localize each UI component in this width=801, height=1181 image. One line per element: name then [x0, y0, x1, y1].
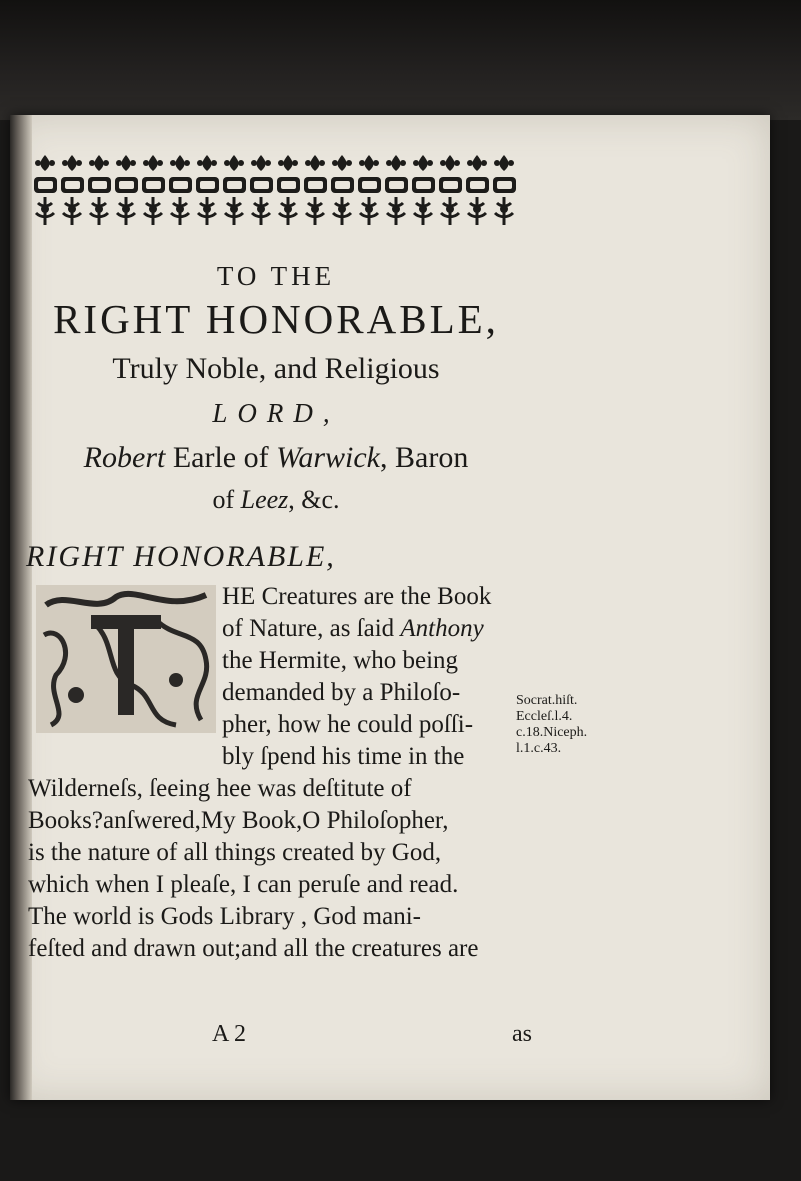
- text-etc: , &c.: [288, 485, 340, 514]
- body-line-5: pher, how he could poſſi-: [222, 711, 474, 738]
- signature-mark: A 2: [212, 1021, 247, 1047]
- decorated-initial-t: [36, 585, 216, 733]
- heading-robert-earle-of-warwick: [32, 441, 520, 475]
- name-robert: Robert: [83, 441, 166, 474]
- salutation: RIGHT HONORABLE,: [26, 540, 336, 573]
- heading-right-honorable: RIGHT HONORABLE,: [53, 296, 499, 342]
- text-of: of: [212, 485, 235, 514]
- heading-to-the: TO THE: [216, 261, 336, 291]
- name-leez: Leez: [240, 485, 289, 514]
- text-baron: , Baron: [380, 441, 469, 474]
- book-page: [10, 115, 770, 1100]
- margin-note-2: Eccleſ.l.4.: [516, 709, 573, 724]
- fleuron-ornament-band: [32, 151, 520, 229]
- body-line-4: demanded by a Philoſo-: [222, 679, 461, 706]
- text-earle-of: Earle of: [172, 441, 269, 474]
- body-line-11: The world is Gods Library , God mani-: [28, 903, 421, 930]
- body-line-7: Wilderneſs, ſeeing hee was deſtitute of: [28, 775, 412, 802]
- catchword: as: [512, 1021, 532, 1047]
- scan-background: [0, 0, 801, 120]
- heading-truly-noble: Truly Noble, and Religious: [112, 352, 440, 385]
- margin-note-4: l.1.c.43.: [516, 741, 562, 756]
- name-warwick: Warwick: [276, 441, 380, 474]
- body-line-3: the Hermite, who being: [222, 647, 459, 674]
- body-line-8: Books?anſwered,My Book,O Philoſopher,: [28, 807, 449, 834]
- body-line-10: which when I pleaſe, I can peruſe and read.: [28, 871, 459, 898]
- margin-note-3: c.18.Niceph.: [516, 725, 588, 740]
- heading-lord: LORD,: [212, 398, 340, 428]
- body-line-6: bly ſpend his time in the: [222, 743, 465, 770]
- name-anthony: Anthony: [400, 615, 484, 642]
- body-line-2: of Nature, as ſaid Anthony: [222, 615, 484, 642]
- body-line-12: feſted and drawn out;and all the creatures are: [28, 935, 479, 962]
- heading-of-leez: [32, 485, 520, 515]
- margin-note-1: Socrat.hiſt.: [516, 693, 578, 708]
- body-line-1: HE Creatures are the Book: [222, 583, 492, 610]
- body-line-9: is the nature of all things created by God,: [28, 839, 442, 866]
